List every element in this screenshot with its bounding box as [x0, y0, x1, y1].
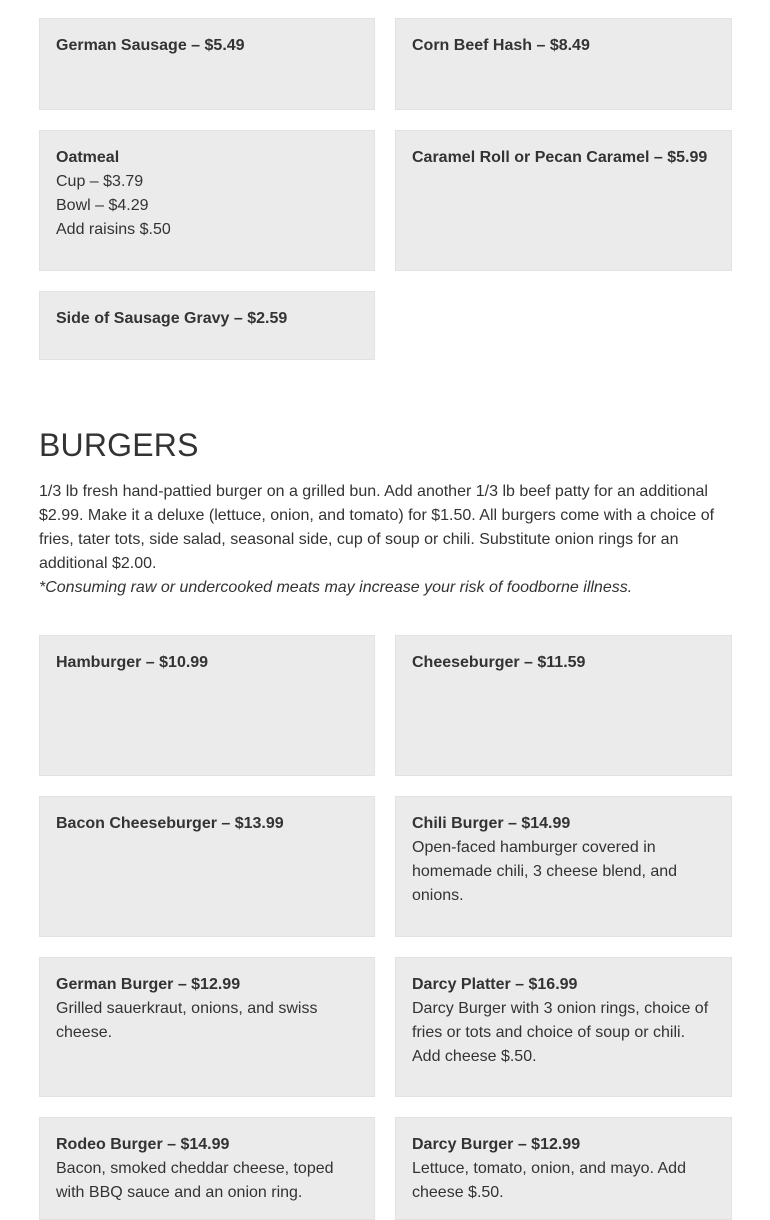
menu-item-german-sausage	[39, 18, 375, 110]
menu-item-title: Darcy Burger – $12.99	[412, 1136, 581, 1153]
menu-item-title: German Sausage – $5.49	[56, 37, 245, 54]
menu-item-caramel-roll	[395, 130, 732, 271]
menu-item-hamburger	[39, 635, 375, 776]
menu-item-sausage-gravy	[39, 291, 375, 360]
menu-item-description: Lettuce, tomato, onion, and mayo. Add	[412, 1160, 686, 1177]
menu-item-rodeo-burger	[39, 1117, 375, 1220]
menu-item-description: cheese.	[56, 1024, 113, 1041]
menu-item-title: Hamburger – $10.99	[56, 654, 209, 671]
menu-item-title: Rodeo Burger – $14.99	[56, 1136, 230, 1153]
menu-item-title: Bacon Cheeseburger – $13.99	[56, 815, 284, 832]
menu-item-bacon-cheeseburger	[39, 796, 375, 937]
menu-item-detail: Cup – $3.79	[56, 173, 144, 190]
food-safety-note: *Consuming raw or undercooked meats may increase your risk of foodborne illness.	[39, 579, 633, 596]
section-title-burgers: BURGERS	[39, 427, 199, 463]
menu-item-german-burger	[39, 957, 375, 1097]
menu-item-detail: Add raisins $.50	[56, 221, 171, 238]
menu-item-description: Add cheese $.50.	[412, 1048, 537, 1065]
menu-item-description: homemade chili, 3 cheese blend, and	[412, 863, 678, 880]
menu-item-description: Bacon, smoked cheddar cheese, toped	[56, 1160, 334, 1177]
menu-item-darcy-burger	[395, 1117, 732, 1220]
section-intro: 1/3 lb fresh hand-pattied burger on a grilled bun. Add another 1/3 lb beef patty for an additional $2.99. Make it a deluxe (lettuce, onion, and tomato) for $1.50. All burgers come with a choice of fries, tater tots, side salad, seasonal side, cup of soup or chili. Substitute onion rings for an additional $2.00.	[39, 483, 715, 572]
menu-item-description: Darcy Burger with 3 onion rings, choice of	[412, 1000, 709, 1017]
menu-item-title: Side of Sausage Gravy – $2.59	[56, 310, 288, 327]
menu-item-description: onions.	[412, 887, 464, 904]
menu-item-description: Open-faced hamburger covered in	[412, 839, 656, 856]
menu-item-description: with BBQ sauce and an onion ring.	[56, 1184, 303, 1201]
menu-item-title: Darcy Platter – $16.99	[412, 976, 578, 993]
menu-item-description: Grilled sauerkraut, onions, and swiss	[56, 1000, 318, 1017]
menu-item-chili-burger	[395, 796, 732, 937]
menu-item-detail: Bowl – $4.29	[56, 197, 149, 214]
menu-item-darcy-platter	[395, 957, 732, 1097]
menu-item-description: fries or tots and choice of soup or chili.	[412, 1024, 686, 1041]
menu-item-title: Chili Burger – $14.99	[412, 815, 571, 832]
menu-item-description: cheese $.50.	[412, 1184, 504, 1201]
menu-item-cheeseburger	[395, 635, 732, 776]
menu-item-title: German Burger – $12.99	[56, 976, 241, 993]
menu-item-corn-beef-hash	[395, 18, 732, 110]
menu-item-title: Corn Beef Hash – $8.49	[412, 37, 590, 54]
menu-item-title: Oatmeal	[56, 149, 120, 166]
menu-item-oatmeal	[39, 130, 375, 271]
menu-item-title: Cheeseburger – $11.59	[412, 654, 586, 671]
menu-item-title: Caramel Roll or Pecan Caramel – $5.99	[412, 149, 708, 166]
